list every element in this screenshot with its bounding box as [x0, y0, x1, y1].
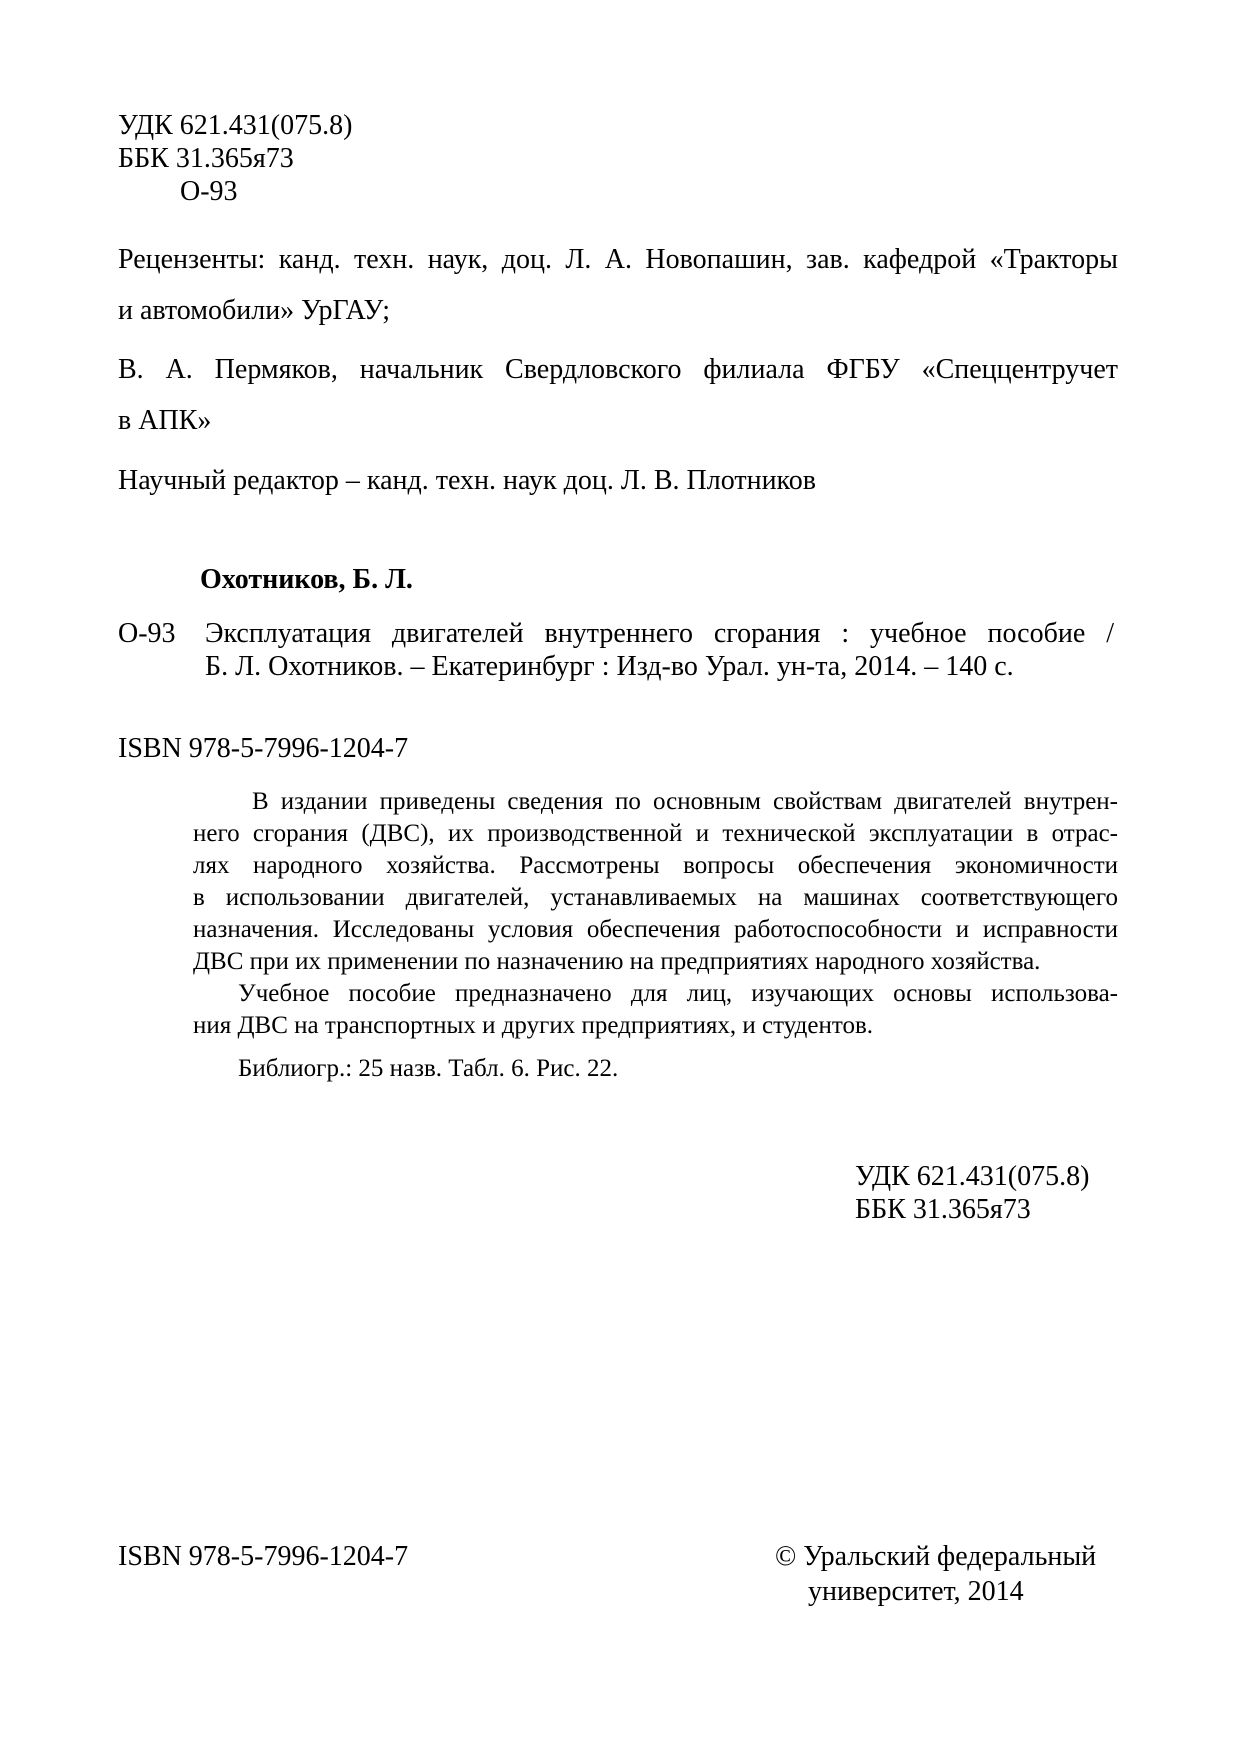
copyright-line-1: © Уральский федеральный [775, 1541, 1097, 1572]
annotation-line-2: него сгорания (ДВС), их производственной и технической эксплуатации в отрас- [193, 820, 1118, 847]
annotation-line-6: ДВС при их применении по назначению на предприятиях народного хозяйства. [193, 948, 1041, 975]
bbk-code-top: ББК 31.365я73 [118, 143, 294, 174]
isbn-record: ISBN 978-5-7996-1204-7 [118, 733, 409, 764]
title-line-1: Эксплуатация двигателей внутреннего сгорания : учебное пособие / [205, 618, 1114, 649]
purpose-line-1: Учебное пособие предназначено для лиц, изучающих основы использова- [238, 980, 1118, 1007]
udk-code-top: УДК 621.431(075.8) [118, 110, 353, 141]
scientific-editor: Научный редактор – канд. техн. наук доц. Л. В. Плотников [118, 465, 816, 496]
annotation-line-1: В издании приведены сведения по основным свойствам двигателей внутрен- [252, 788, 1118, 815]
purpose-line-2: ния ДВС на транспортных и других предприятиях, и студентов. [193, 1012, 874, 1039]
bbk-code-bottom: ББК 31.365я73 [855, 1194, 1031, 1225]
reviewers-line-1: Рецензенты: канд. техн. наук, доц. Л. А. Новопашин, зав. кафедрой «Тракторы [118, 244, 1118, 275]
isbn-footer: ISBN 978-5-7996-1204-7 [118, 1541, 409, 1572]
annotation-line-5: назначения. Исследованы условия обеспечения работоспособности и исправности [193, 916, 1118, 943]
author-mark-top: О-93 [180, 176, 238, 207]
reviewers-line-2: и автомобили» УрГАУ; [118, 295, 390, 326]
udk-code-bottom: УДК 621.431(075.8) [855, 1161, 1090, 1192]
author-mark: О-93 [118, 618, 176, 649]
author-heading: Охотников, Б. Л. [200, 564, 413, 595]
copyright-line-2: университет, 2014 [808, 1576, 1024, 1607]
reviewers-line-4: в АПК» [118, 405, 212, 436]
reviewers-line-3: В. А. Пермяков, начальник Свердловского филиала ФГБУ «Спеццентручет [118, 354, 1118, 385]
annotation-line-4: в использовании двигателей, устанавливаемых на машинах соответствующего [193, 884, 1118, 911]
annotation-line-3: лях народного хозяйства. Рассмотрены вопросы обеспечения экономичности [193, 852, 1118, 879]
title-line-2: Б. Л. Охотников. – Екатеринбург : Изд-во Урал. ун-та, 2014. – 140 с. [205, 651, 1014, 682]
bibliography-note: Библиогр.: 25 назв. Табл. 6. Рис. 22. [238, 1055, 619, 1082]
